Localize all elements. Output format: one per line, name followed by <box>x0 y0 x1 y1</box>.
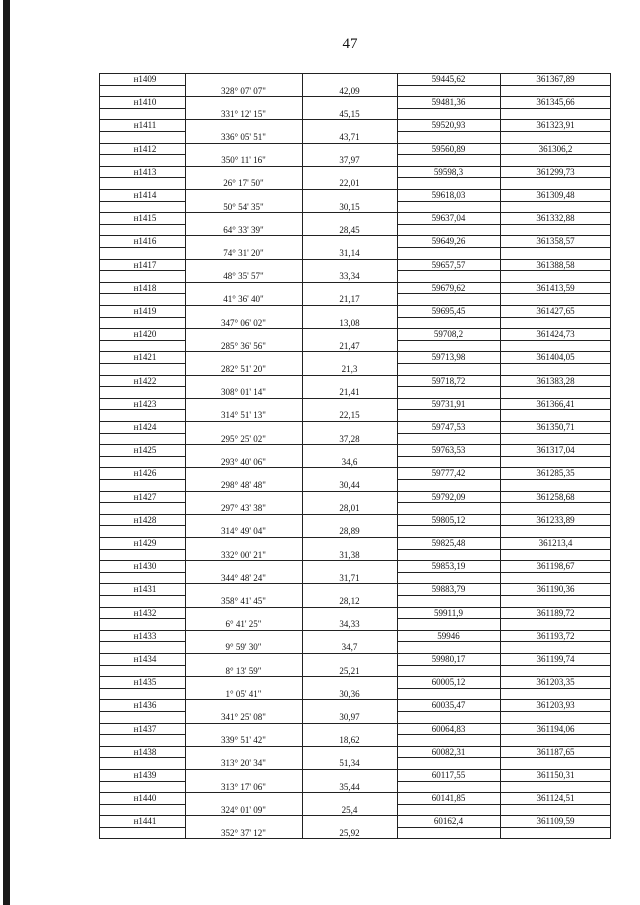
segment-direction-angle: 313° 20' 34" <box>221 758 266 768</box>
point-x-coordinate: 59481,36 <box>431 97 466 107</box>
point-id-underline <box>99 502 185 503</box>
point-id: н1416 <box>133 236 157 246</box>
segment-length: 31,14 <box>339 248 360 258</box>
coord-underline <box>397 85 611 86</box>
point-y-coordinate: 361189,72 <box>536 608 575 618</box>
segment-length: 34,33 <box>339 619 360 629</box>
segment-direction-angle: 336° 05' 51" <box>221 132 266 142</box>
point-id-underline <box>99 757 185 758</box>
point-y-coordinate: 361187,65 <box>536 747 575 757</box>
point-y-coordinate: 361383,28 <box>536 376 575 386</box>
point-x-coordinate: 60162,4 <box>433 816 464 826</box>
point-id-underline <box>99 386 185 387</box>
segment-length: 35,44 <box>339 782 360 792</box>
point-y-coordinate: 361193,72 <box>536 631 575 641</box>
point-id-underline <box>99 665 185 666</box>
point-id-underline <box>99 340 185 341</box>
segment-direction-angle: 314° 51' 13" <box>221 410 266 420</box>
point-x-coordinate: 59825,48 <box>431 538 466 548</box>
segment-length: 21,17 <box>339 294 360 304</box>
segment-length: 30,36 <box>339 689 360 699</box>
coord-underline <box>397 201 611 202</box>
point-y-coordinate: 361388,58 <box>536 260 575 270</box>
coord-underline <box>397 711 611 712</box>
point-y-coordinate: 361306,2 <box>538 144 573 154</box>
point-x-coordinate: 59560,89 <box>431 144 466 154</box>
point-id: н1441 <box>133 816 157 826</box>
segment-direction-angle: 352° 37' 12" <box>221 828 266 838</box>
point-y-coordinate: 361213,4 <box>538 538 573 548</box>
point-id: н1417 <box>133 260 157 270</box>
segment-direction-angle: 341° 25' 08" <box>221 712 266 722</box>
coord-underline <box>397 108 611 109</box>
page-number: 47 <box>342 36 358 52</box>
segment-direction-angle: 298° 48' 48" <box>221 480 266 490</box>
point-id: н1414 <box>133 190 157 200</box>
point-y-coordinate: 361285,35 <box>536 468 575 478</box>
segment-direction-angle: 6° 41' 25" <box>225 619 262 629</box>
point-id-underline <box>99 572 185 573</box>
coord-underline <box>397 154 611 155</box>
segment-length: 21,3 <box>341 364 358 374</box>
point-id-underline <box>99 827 185 828</box>
point-y-coordinate: 361309,48 <box>536 190 575 200</box>
coord-underline <box>397 525 611 526</box>
point-y-coordinate: 361203,93 <box>536 700 575 710</box>
coord-underline <box>397 409 611 410</box>
point-x-coordinate: 59598,3 <box>433 167 464 177</box>
segment-length: 33,34 <box>339 271 360 281</box>
point-id-underline <box>99 433 185 434</box>
segment-length: 25,4 <box>341 805 358 815</box>
point-y-coordinate: 361345,66 <box>536 97 575 107</box>
segment-direction-angle: 308° 01' 14" <box>221 387 266 397</box>
point-id: н1435 <box>133 677 157 687</box>
point-id-underline <box>99 317 185 318</box>
point-x-coordinate: 60141,85 <box>431 793 466 803</box>
point-id: н1427 <box>133 492 157 502</box>
point-x-coordinate: 59520,93 <box>431 120 466 130</box>
segment-length: 25,92 <box>339 828 360 838</box>
point-x-coordinate: 59777,42 <box>431 468 466 478</box>
segment-length: 43,71 <box>339 132 360 142</box>
point-x-coordinate: 59637,04 <box>431 213 466 223</box>
point-y-coordinate: 361424,73 <box>536 329 575 339</box>
point-id-underline <box>99 363 185 364</box>
point-id: н1420 <box>133 329 157 339</box>
coord-underline <box>397 781 611 782</box>
segment-length: 22,15 <box>339 410 360 420</box>
segment-length: 37,97 <box>339 155 360 165</box>
coord-underline <box>397 804 611 805</box>
point-id: н1426 <box>133 468 157 478</box>
coord-underline <box>397 572 611 573</box>
coord-underline <box>397 688 611 689</box>
point-id-underline <box>99 711 185 712</box>
coordinates-table <box>99 73 611 841</box>
segment-direction-angle: 313° 17' 06" <box>221 782 266 792</box>
coord-underline <box>397 502 611 503</box>
segment-direction-angle: 293° 40' 06" <box>221 457 266 467</box>
segment-length: 42,09 <box>339 86 360 96</box>
segment-length: 25,21 <box>339 666 360 676</box>
point-y-coordinate: 361194,06 <box>536 724 575 734</box>
coord-underline <box>397 247 611 248</box>
segment-direction-angle: 41° 36' 40" <box>223 294 264 304</box>
point-y-coordinate: 361350,71 <box>536 422 575 432</box>
segment-direction-angle: 339° 51' 42" <box>221 735 266 745</box>
point-y-coordinate: 361404,05 <box>536 352 575 362</box>
coord-underline <box>397 827 611 828</box>
segment-direction-angle: 48° 35' 57" <box>223 271 264 281</box>
binding-edge <box>3 0 10 905</box>
segment-length: 28,89 <box>339 526 360 536</box>
point-id-underline <box>99 131 185 132</box>
point-id: н1422 <box>133 376 157 386</box>
point-x-coordinate: 60064,83 <box>431 724 466 734</box>
segment-length: 21,47 <box>339 341 360 351</box>
point-x-coordinate: 59708,2 <box>433 329 464 339</box>
segment-length: 31,38 <box>339 550 360 560</box>
segment-length: 28,12 <box>339 596 360 606</box>
coord-underline <box>397 433 611 434</box>
coord-underline <box>397 734 611 735</box>
point-x-coordinate: 59805,12 <box>431 515 466 525</box>
coord-underline <box>397 293 611 294</box>
point-id: н1436 <box>133 700 157 710</box>
segment-direction-angle: 282° 51' 20" <box>221 364 266 374</box>
point-x-coordinate: 59731,91 <box>431 399 466 409</box>
point-id-underline <box>99 201 185 202</box>
point-id-underline <box>99 804 185 805</box>
point-id: н1425 <box>133 445 157 455</box>
point-x-coordinate: 59649,26 <box>431 236 466 246</box>
segment-direction-angle: 347° 06' 02" <box>221 318 266 328</box>
point-x-coordinate: 59853,19 <box>431 561 466 571</box>
point-y-coordinate: 361198,67 <box>536 561 575 571</box>
segment-direction-angle: 324° 01' 09" <box>221 805 266 815</box>
coord-underline <box>397 224 611 225</box>
point-id: н1430 <box>133 561 157 571</box>
point-id-underline <box>99 479 185 480</box>
segment-length: 22,01 <box>339 178 360 188</box>
point-y-coordinate: 361203,35 <box>536 677 575 687</box>
point-id-underline <box>99 781 185 782</box>
point-x-coordinate: 60005,12 <box>431 677 466 687</box>
point-id-underline <box>99 85 185 86</box>
point-id-underline <box>99 409 185 410</box>
point-y-coordinate: 361367,89 <box>536 74 575 84</box>
point-id-underline <box>99 247 185 248</box>
point-id: н1409 <box>133 74 157 84</box>
point-id-underline <box>99 549 185 550</box>
point-y-coordinate: 361258,68 <box>536 492 575 502</box>
coord-underline <box>397 595 611 596</box>
segment-direction-angle: 295° 25' 02" <box>221 434 266 444</box>
point-y-coordinate: 361366,41 <box>536 399 575 409</box>
point-id: н1429 <box>133 538 157 548</box>
point-id-underline <box>99 293 185 294</box>
point-x-coordinate: 59657,57 <box>431 260 466 270</box>
segment-length: 28,01 <box>339 503 360 513</box>
segment-direction-angle: 1° 05' 41" <box>225 689 262 699</box>
point-id: н1410 <box>133 97 157 107</box>
point-id-underline <box>99 734 185 735</box>
point-y-coordinate: 361332,88 <box>536 213 575 223</box>
coord-underline <box>397 340 611 341</box>
segment-length: 34,7 <box>341 642 358 652</box>
point-x-coordinate: 59747,53 <box>431 422 466 432</box>
segment-direction-angle: 350° 11' 16" <box>221 155 266 165</box>
coord-underline <box>397 270 611 271</box>
point-id: н1421 <box>133 352 157 362</box>
segment-direction-angle: 358° 41' 45" <box>221 596 266 606</box>
segment-length: 51,34 <box>339 758 360 768</box>
segment-length: 37,28 <box>339 434 360 444</box>
point-x-coordinate: 59695,45 <box>431 306 466 316</box>
point-id: н1412 <box>133 144 157 154</box>
point-id-underline <box>99 688 185 689</box>
segment-direction-angle: 74° 31' 20" <box>223 248 264 258</box>
segment-direction-angle: 26° 17' 50" <box>223 178 264 188</box>
point-y-coordinate: 361317,04 <box>536 445 575 455</box>
point-x-coordinate: 59618,03 <box>431 190 466 200</box>
segment-length: 30,97 <box>339 712 360 722</box>
segment-direction-angle: 314° 49' 04" <box>221 526 266 536</box>
point-x-coordinate: 59911,9 <box>434 608 463 618</box>
point-id: н1432 <box>133 608 157 618</box>
segment-direction-angle: 297° 43' 38" <box>221 503 266 513</box>
segment-direction-angle: 8° 13' 59" <box>225 666 262 676</box>
point-id: н1438 <box>133 747 157 757</box>
coord-underline <box>397 479 611 480</box>
point-id: н1413 <box>133 167 157 177</box>
point-id: н1437 <box>133 724 157 734</box>
coord-underline <box>397 549 611 550</box>
coord-underline <box>397 618 611 619</box>
point-y-coordinate: 361109,59 <box>536 816 575 826</box>
point-id-underline <box>99 618 185 619</box>
point-x-coordinate: 59946 <box>437 631 460 641</box>
segment-length: 13,08 <box>339 318 360 328</box>
point-y-coordinate: 361150,31 <box>536 770 575 780</box>
point-id: н1434 <box>133 654 157 664</box>
point-y-coordinate: 361323,91 <box>536 120 575 130</box>
coord-underline <box>397 386 611 387</box>
point-id: н1424 <box>133 422 157 432</box>
point-y-coordinate: 361358,57 <box>536 236 575 246</box>
point-id: н1428 <box>133 515 157 525</box>
point-id-underline <box>99 108 185 109</box>
segment-length: 21,41 <box>339 387 360 397</box>
segment-direction-angle: 331° 12' 15" <box>221 109 266 119</box>
coord-underline <box>397 641 611 642</box>
segment-length: 28,45 <box>339 225 360 235</box>
point-id: н1418 <box>133 283 157 293</box>
point-id: н1433 <box>133 631 157 641</box>
coord-underline <box>397 131 611 132</box>
point-id-underline <box>99 641 185 642</box>
point-y-coordinate: 361199,74 <box>536 654 575 664</box>
point-x-coordinate: 59763,53 <box>431 445 466 455</box>
point-x-coordinate: 59883,79 <box>431 584 466 594</box>
point-x-coordinate: 59980,17 <box>431 654 466 664</box>
point-id: н1411 <box>133 120 157 130</box>
point-x-coordinate: 60035,47 <box>431 700 466 710</box>
point-x-coordinate: 59445,62 <box>431 74 466 84</box>
coord-underline <box>397 177 611 178</box>
point-x-coordinate: 60117,55 <box>431 770 466 780</box>
coord-underline <box>397 363 611 364</box>
point-y-coordinate: 361427,65 <box>536 306 575 316</box>
point-id-underline <box>99 456 185 457</box>
point-y-coordinate: 361124,51 <box>536 793 575 803</box>
point-id-underline <box>99 154 185 155</box>
point-y-coordinate: 361413,59 <box>536 283 575 293</box>
segment-direction-angle: 285° 36' 56" <box>221 341 266 351</box>
coord-underline <box>397 456 611 457</box>
point-id: н1440 <box>133 793 157 803</box>
point-id: н1431 <box>133 584 157 594</box>
segment-direction-angle: 328° 07' 07" <box>221 86 266 96</box>
segment-direction-angle: 9° 59' 30" <box>225 642 262 652</box>
segment-direction-angle: 64° 33' 39" <box>223 225 264 235</box>
point-id-underline <box>99 595 185 596</box>
segment-length: 31,71 <box>339 573 360 583</box>
coord-underline <box>397 665 611 666</box>
segment-direction-angle: 344° 48' 24" <box>221 573 266 583</box>
point-y-coordinate: 361190,36 <box>536 584 575 594</box>
segment-length: 45,15 <box>339 109 360 119</box>
point-id-underline <box>99 224 185 225</box>
point-id: н1415 <box>133 213 157 223</box>
point-x-coordinate: 60082,31 <box>431 747 466 757</box>
segment-direction-angle: 332° 00' 21" <box>221 550 266 560</box>
point-id: н1423 <box>133 399 157 409</box>
segment-length: 34,6 <box>341 457 358 467</box>
point-x-coordinate: 59713,98 <box>431 352 466 362</box>
point-x-coordinate: 59718,72 <box>431 376 466 386</box>
segment-direction-angle: 50° 54' 35" <box>223 202 264 212</box>
point-id-underline <box>99 270 185 271</box>
point-id-underline <box>99 525 185 526</box>
point-id: н1439 <box>133 770 157 780</box>
point-x-coordinate: 59792,09 <box>431 492 466 502</box>
segment-length: 18,62 <box>339 735 360 745</box>
point-y-coordinate: 361233,89 <box>536 515 575 525</box>
point-y-coordinate: 361299,73 <box>536 167 575 177</box>
point-x-coordinate: 59679,62 <box>431 283 466 293</box>
point-id-underline <box>99 177 185 178</box>
coord-underline <box>397 317 611 318</box>
point-id: н1419 <box>133 306 157 316</box>
segment-length: 30,44 <box>339 480 360 490</box>
segment-length: 30,15 <box>339 202 360 212</box>
coord-underline <box>397 757 611 758</box>
